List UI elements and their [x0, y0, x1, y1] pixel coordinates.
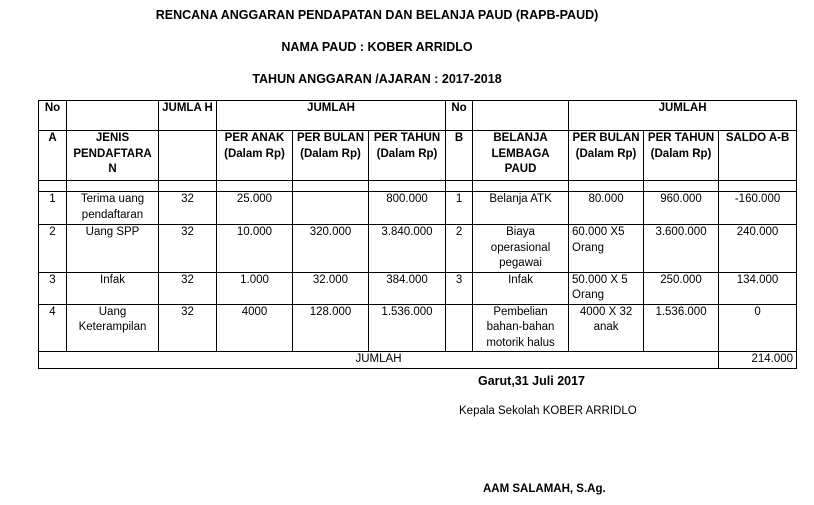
- cell-no-b: 1: [446, 192, 473, 225]
- cell-no: 2: [39, 225, 67, 273]
- cell-saldo: 134.000: [719, 272, 797, 304]
- cell-no: 3: [39, 272, 67, 304]
- cell-jumlah: 32: [159, 272, 217, 304]
- cell-belanja: Biaya operasional pegawai: [473, 225, 569, 273]
- cell-per-anak: 1.000: [217, 272, 293, 304]
- cell-b-bulan: 80.000: [569, 192, 644, 225]
- cell-per-tahun: 800.000: [369, 192, 446, 225]
- cell-jumlah: 32: [159, 304, 217, 352]
- cell-belanja: Infak: [473, 272, 569, 304]
- header-no: No: [39, 101, 67, 131]
- fiscal-year: TAHUN ANGGARAN /AJARAN : 2017-2018: [252, 72, 502, 86]
- header-per-anak: PER ANAK (Dalam Rp): [217, 131, 293, 181]
- header-saldo: SALDO A-B: [719, 131, 797, 181]
- cell-per-tahun: 1.536.000: [369, 304, 446, 352]
- cell-per-tahun: 384.000: [369, 272, 446, 304]
- header-belanja: BELANJA LEMBAGA PAUD: [473, 131, 569, 181]
- total-label: JUMLAH: [39, 352, 719, 369]
- table-row: [39, 272, 797, 304]
- table-row: [39, 304, 797, 352]
- header-per-tahun: PER TAHUN (Dalam Rp): [369, 131, 446, 181]
- document-title: RENCANA ANGGARAN PENDAPATAN DAN BELANJA PAUD (RAPB-PAUD): [155, 8, 599, 22]
- cell-saldo: 0: [719, 304, 797, 352]
- header-per-bulan-b: PER BULAN (Dalam Rp): [569, 131, 644, 181]
- header-jenis: JENIS PENDAFTARA N: [67, 131, 159, 181]
- cell-per-anak: 25.000: [217, 192, 293, 225]
- cell-no-b: 3: [446, 272, 473, 304]
- cell-b-bulan: 50.000 X 5 Orang: [569, 272, 644, 304]
- signatory-name: AAM SALAMAH, S.Ag.: [483, 483, 606, 495]
- cell-b-tahun: 3.600.000: [644, 225, 719, 273]
- cell-b-tahun: 960.000: [644, 192, 719, 225]
- cell-b-tahun: 1.536.000: [644, 304, 719, 352]
- header-jumlah-count: JUMLA H: [159, 101, 217, 131]
- header-per-bulan: PER BULAN (Dalam Rp): [293, 131, 369, 181]
- header-b: B: [446, 131, 473, 181]
- cell-no-b: [446, 304, 473, 352]
- table-row: [39, 225, 797, 273]
- table-row: [39, 192, 797, 225]
- cell-b-bulan: 4000 X 32 anak: [569, 304, 644, 352]
- cell-b-tahun: 250.000: [644, 272, 719, 304]
- header-per-tahun-b: PER TAHUN (Dalam Rp): [644, 131, 719, 181]
- cell-per-bulan: 320.000: [293, 225, 369, 273]
- cell-per-anak: 4000: [217, 304, 293, 352]
- cell-jenis: Uang SPP: [67, 225, 159, 273]
- header-a: A: [39, 131, 67, 181]
- signature-date: Garut,31 Juli 2017: [478, 374, 586, 388]
- paud-name: NAMA PAUD : KOBER ARRIDLO: [281, 40, 473, 54]
- header-jumlah-expense: JUMLAH: [569, 101, 797, 131]
- cell-jumlah: 32: [159, 225, 217, 273]
- cell-per-bulan: [293, 192, 369, 225]
- cell-belanja: Pembelian bahan-bahan motorik halus: [473, 304, 569, 352]
- cell-saldo: -160.000: [719, 192, 797, 225]
- cell-no: 1: [39, 192, 67, 225]
- cell-b-bulan: 60.000 X5 Orang: [569, 225, 644, 273]
- signatory-title: Kepala Sekolah KOBER ARRIDLO: [459, 405, 637, 417]
- header-no-b: No: [446, 101, 473, 131]
- cell-jenis: Infak: [67, 272, 159, 304]
- budget-table: [38, 100, 797, 369]
- cell-no: 4: [39, 304, 67, 352]
- cell-per-anak: 10.000: [217, 225, 293, 273]
- cell-belanja: Belanja ATK: [473, 192, 569, 225]
- total-value: 214.000: [719, 352, 797, 369]
- cell-saldo: 240.000: [719, 225, 797, 273]
- cell-per-bulan: 128.000: [293, 304, 369, 352]
- cell-jumlah: 32: [159, 192, 217, 225]
- cell-per-bulan: 32.000: [293, 272, 369, 304]
- cell-no-b: 2: [446, 225, 473, 273]
- header-jumlah-income: JUMLAH: [217, 101, 446, 131]
- cell-jenis: Terima uang pendaftaran: [67, 192, 159, 225]
- cell-jenis: Uang Keterampilan: [67, 304, 159, 352]
- cell-per-tahun: 3.840.000: [369, 225, 446, 273]
